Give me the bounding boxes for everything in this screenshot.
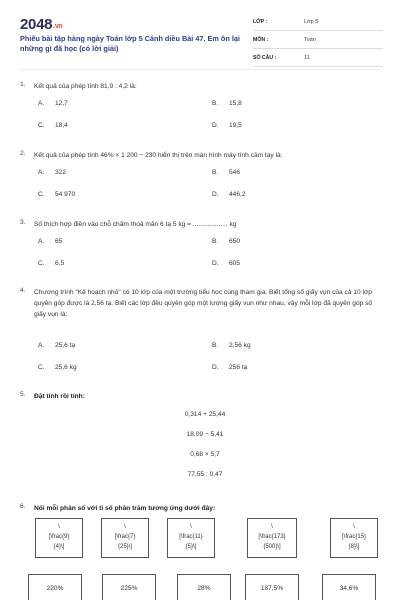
option-letter: A. [38, 342, 45, 349]
calc-expression: 18,09 − 5,41 [186, 431, 224, 438]
option-value: 19,5 [229, 122, 242, 129]
option-letter: D. [212, 260, 219, 267]
percent-box[interactable]: 187,5% [245, 574, 299, 600]
meta-subject-value: Toán [304, 37, 316, 43]
option-letter: B. [212, 238, 219, 245]
option-letter: A. [38, 169, 45, 176]
option-letter: B. [212, 100, 219, 107]
option-value: 65 [55, 238, 63, 245]
option-value: 446,2 [229, 191, 246, 198]
option-value: 54 970 [55, 191, 76, 198]
calc-expression: 0,314 + 25,44 [184, 411, 226, 418]
meta-class-label: LỚP : [253, 19, 268, 25]
fraction-box[interactable] [35, 518, 83, 558]
meta-subject-row [253, 34, 383, 49]
option-letter: A. [38, 100, 45, 107]
fraction-line: {8}\] [348, 544, 360, 550]
fraction-line: [\frac{9} [48, 534, 70, 540]
fraction-line: {500}\] [263, 544, 281, 550]
option-value: 12,7 [55, 100, 68, 107]
meta-count-value: 11 [304, 55, 310, 61]
option-letter: C. [38, 364, 45, 371]
logo-suffix: .vn [53, 23, 63, 30]
fraction-line: [\frac{11} [179, 534, 203, 540]
question-text: Chương trình "Kế hoạch nhỏ" có 10 lớp của một trường tiểu học cùng tham gia. Biết tổng số giấy vụn của cả 10 lớp quyên góp được là 2,56 tạ. Biết các lớp đều quyên góp một lượng giấy vụn như nhau, vậy mỗi lớp đã quyên góp số giấy vụn là: [34, 289, 373, 318]
meta-count-row [253, 52, 383, 67]
fraction-line: {5}\] [185, 544, 197, 550]
fraction-line: [\frac{15} [341, 534, 367, 540]
option-letter: C. [38, 122, 45, 129]
site-logo[interactable] [20, 16, 62, 33]
fraction-box[interactable] [330, 518, 378, 558]
fraction-row [0, 518, 400, 560]
question-number: 4. [20, 287, 26, 294]
percent-box[interactable]: 34,6% [322, 574, 376, 600]
question-5 [20, 391, 385, 403]
calc-expression: 0,68 × 5,7 [190, 451, 220, 458]
option-value: 546 [229, 169, 241, 176]
option-value: 6,5 [55, 260, 65, 267]
question-number: 2. [20, 150, 26, 157]
question-6 [20, 503, 385, 515]
fraction-line: [\frac{7} [114, 534, 136, 540]
percent-box[interactable]: 28% [177, 574, 231, 600]
option-value: 2,56 kg [229, 342, 251, 349]
question-text: Kết quả của phép tính 46% × 1 200 − 230 hiển thị trên màn hình máy tính cầm tay là: [34, 152, 283, 159]
question-3 [20, 219, 385, 274]
fraction-box[interactable] [167, 518, 215, 558]
meta-class-row [253, 16, 383, 31]
option-value: 18,4 [55, 122, 68, 129]
option-value: 605 [229, 260, 241, 267]
option-value: 322 [55, 169, 67, 176]
question-text: Số thích hợp điền vào chỗ chấm thoả mãn 6 tạ 5 kg = ................... kg [34, 221, 237, 228]
percent-row [0, 574, 400, 600]
question-1 [20, 81, 385, 136]
fraction-box[interactable] [101, 518, 149, 558]
option-value: 650 [229, 238, 241, 245]
fraction-box[interactable] [247, 518, 297, 558]
option-letter: A. [38, 238, 45, 245]
meta-class-value: Lớp 5 [304, 19, 319, 25]
fraction-line: [\frac{173} [258, 534, 286, 540]
fraction-line: \ [190, 524, 192, 530]
fraction-line: \ [271, 524, 273, 530]
option-letter: B. [212, 342, 219, 349]
fraction-line: \ [353, 524, 355, 530]
question-text: Nối mỗi phân số với tỉ số phần trăm tương ứng dưới đây: [34, 505, 216, 512]
question-text: Kết quả của phép tính 81,9 : 4,2 là: [34, 83, 137, 90]
question-text: Đặt tính rồi tính: [34, 393, 85, 400]
fraction-line: {4}\] [53, 544, 65, 550]
option-letter: D. [212, 122, 219, 129]
question-2 [20, 150, 385, 205]
question-4 [20, 287, 385, 377]
option-letter: C. [38, 191, 45, 198]
option-value: 25,6 tạ [55, 342, 76, 349]
percent-box[interactable]: 220% [28, 574, 82, 600]
fraction-line: \ [124, 524, 126, 530]
question-number: 3. [20, 219, 26, 226]
percent-box[interactable]: 225% [102, 574, 156, 600]
question-number: 5. [20, 391, 26, 398]
worksheet-title: Phiếu bài tập hàng ngày Toán lớp 5 Cánh diều Bài 47. Em ôn lại những gì đã học (có lời giải) [20, 34, 240, 53]
option-value: 25,6 kg [55, 364, 77, 371]
question-number: 1. [20, 81, 26, 88]
option-value: 15,8 [229, 100, 242, 107]
worksheet-header [20, 12, 380, 61]
option-letter: C. [38, 260, 45, 267]
option-letter: D. [212, 364, 219, 371]
worksheet-meta [253, 16, 383, 70]
fraction-line: {25}\] [117, 544, 132, 550]
option-letter: B. [212, 169, 219, 176]
calc-expression: 77,55 : 0,47 [187, 471, 223, 478]
header-divider [20, 69, 380, 70]
option-letter: D. [212, 191, 219, 198]
meta-count-label: SỐ CÂU : [253, 55, 277, 61]
fraction-line: \ [58, 524, 60, 530]
meta-subject-label: MÔN : [253, 37, 269, 43]
logo-main: 2048 [20, 16, 53, 33]
question-number: 6. [20, 503, 26, 510]
option-value: 256 tạ [229, 364, 248, 371]
